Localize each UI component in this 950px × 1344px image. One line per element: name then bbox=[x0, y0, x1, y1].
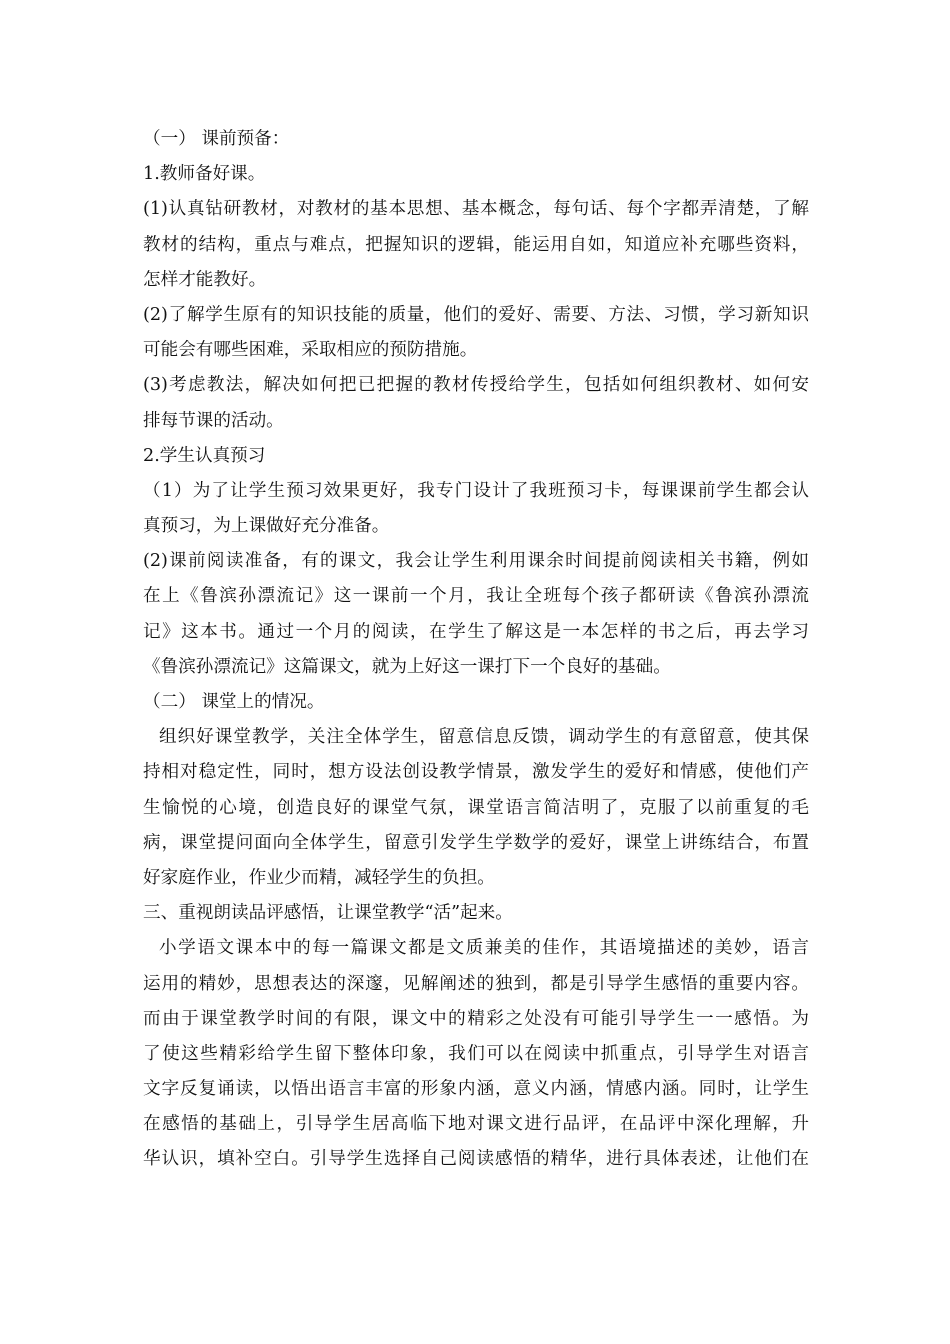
text-line: 2.学生认真预习 bbox=[143, 445, 266, 466]
text-line: 而由于课堂教学时间的有限，课文中的精彩之处没有可能引导学生一一感悟。为 bbox=[143, 1008, 809, 1029]
text-line: 组织好课堂教学，关注全体学生，留意信息反馈，调动学生的有意留意，使其保 bbox=[159, 727, 809, 748]
text-line: 华认识，填补空白。引导学生选择自己阅读感悟的精华，进行具体表述，让他们在 bbox=[143, 1149, 809, 1170]
text-line: (1)认真钻研教材，对教材的基本思想、基本概念，每句话、每个字都弄清楚，了解 bbox=[143, 199, 809, 220]
text-line: 在上《鲁滨孙漂流记》这一课前一个月，我让全班每个孩子都研读《鲁滨孙漂流 bbox=[143, 586, 809, 607]
text-line: 1.教师备好课。 bbox=[143, 164, 266, 185]
text-line: 生愉悦的心境，创造良好的课堂气氛，课堂语言简洁明了，克服了以前重复的毛 bbox=[143, 797, 809, 818]
text-line: （一） 课前预备： bbox=[143, 129, 290, 149]
text-line: 运用的精妙，思想表达的深邃，见解阐述的独到，都是引导学生感悟的重要内容。 bbox=[143, 973, 809, 994]
text-line: 教材的结构，重点与难点，把握知识的逻辑，能运用自如，知道应补充哪些资料， bbox=[143, 234, 809, 255]
text-line: 小学语文课本中的每一篇课文都是文质兼美的佳作，其语境描述的美妙，语言 bbox=[159, 938, 809, 959]
text-line: 真预习，为上课做好充分准备。 bbox=[143, 516, 390, 537]
document-body bbox=[143, 122, 809, 1178]
text-line: 文字反复诵读，以悟出语言丰富的形象内涵，意义内涵，情感内涵。同时，让学生 bbox=[143, 1079, 809, 1100]
text-line: 《鲁滨孙漂流记》这篇课文，就为上好这一课打下一个良好的基础。 bbox=[143, 656, 671, 677]
text-line: 排每节课的活动。 bbox=[143, 410, 284, 431]
text-line: 三、重视朗读品评感悟，让课堂教学“活”起来。 bbox=[143, 903, 513, 924]
text-line: (2)了解学生原有的知识技能的质量，他们的爱好、需要、方法、习惯，学习新知识 bbox=[143, 304, 809, 325]
text-line: (3)考虑教法，解决如何把已把握的教材传授给学生，包括如何组织教材、如何安 bbox=[143, 375, 809, 396]
text-line: 好家庭作业，作业少而精，减轻学生的负担。 bbox=[143, 867, 495, 888]
text-line: 在感悟的基础上，引导学生居高临下地对课文进行品评，在品评中深化理解，升 bbox=[143, 1114, 809, 1135]
text-line: (2)课前阅读准备，有的课文，我会让学生利用课余时间提前阅读相关书籍，例如 bbox=[143, 551, 809, 572]
text-line: 了使这些精彩给学生留下整体印象，我们可以在阅读中抓重点，引导学生对语言 bbox=[143, 1043, 809, 1064]
text-line: 病，课堂提问面向全体学生，留意引发学生学数学的爱好，课堂上讲练结合，布置 bbox=[143, 832, 809, 853]
text-line: 记》这本书。通过一个月的阅读，在学生了解这是一本怎样的书之后，再去学习 bbox=[143, 621, 809, 642]
text-line: （1）为了让学生预习效果更好，我专门设计了我班预习卡，每课课前学生都会认 bbox=[143, 480, 809, 501]
text-line: 持相对稳定性，同时，想方设法创设教学情景，激发学生的爱好和情感，使他们产 bbox=[143, 762, 809, 783]
text-line: （二） 课堂上的情况。 bbox=[143, 692, 325, 712]
text-line: 怎样才能教好。 bbox=[143, 269, 267, 290]
text-line: 可能会有哪些困难，采取相应的预防措施。 bbox=[143, 340, 478, 361]
